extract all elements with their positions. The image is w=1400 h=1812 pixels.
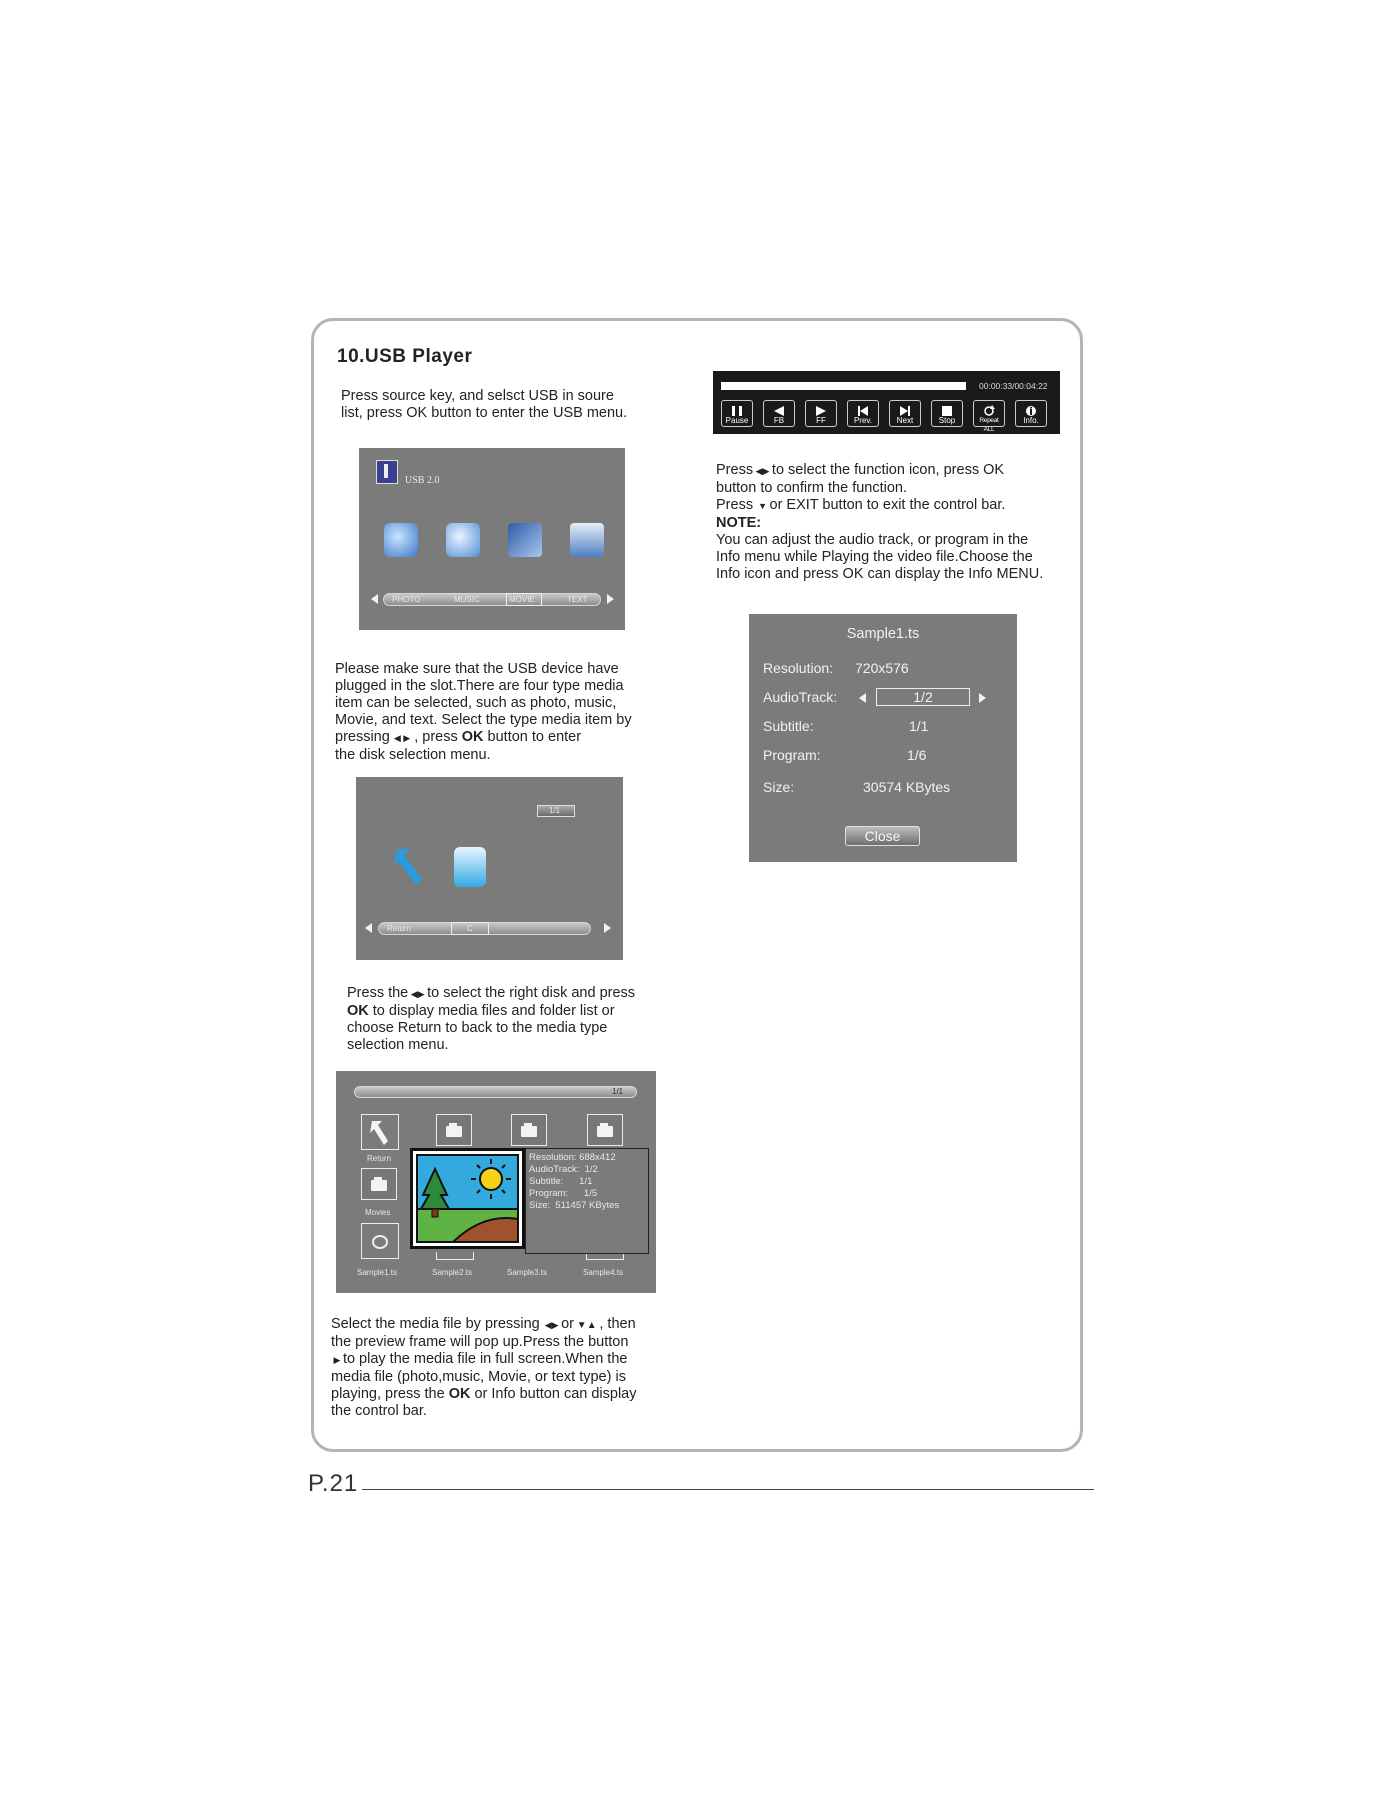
audiotrack-left-icon[interactable] bbox=[859, 693, 866, 703]
info-size: Size: 511457 KBytes bbox=[529, 1200, 620, 1211]
folder-icon[interactable] bbox=[511, 1114, 547, 1146]
para-text: Select the media file by pressing bbox=[331, 1316, 540, 1332]
info-file-name: Sample1.ts bbox=[846, 626, 920, 642]
info-resolution: Resolution: 688x412 bbox=[529, 1152, 616, 1163]
info-subtitle: Subtitle: 1/1 bbox=[529, 1176, 593, 1187]
stop-icon bbox=[932, 403, 962, 416]
para-text: Press bbox=[716, 462, 754, 478]
arrow-left-icon[interactable] bbox=[371, 594, 378, 604]
fast-forward-icon bbox=[806, 403, 836, 416]
arrow-right-icon[interactable] bbox=[607, 594, 614, 604]
fast-backward-button[interactable] bbox=[763, 400, 795, 427]
page-text: 1/1 bbox=[549, 806, 561, 815]
section-title: 10.USB Player bbox=[337, 346, 473, 367]
text-icon[interactable] bbox=[570, 523, 604, 557]
left-right-arrows-icon: ◀ ▶ bbox=[393, 733, 411, 743]
para-line: plugged in the slot.There are four type media bbox=[335, 678, 624, 694]
para-control bbox=[716, 462, 1043, 583]
para-line bbox=[331, 1316, 637, 1334]
playback-control-bar bbox=[713, 371, 1060, 434]
para-text: to select the right disk and press bbox=[427, 985, 636, 1001]
audiotrack-selector[interactable]: 1/2 bbox=[876, 688, 970, 706]
repeat-icon bbox=[974, 403, 1004, 416]
arrow-left-icon[interactable] bbox=[365, 923, 372, 933]
para-select bbox=[331, 1316, 637, 1420]
para-text: to select the function icon, press OK bbox=[771, 462, 1005, 478]
tab-movie[interactable]: MOVIE bbox=[509, 595, 535, 604]
footer-rule bbox=[362, 1489, 1094, 1490]
left-right-arrows-icon: ◀▶ bbox=[539, 1320, 562, 1330]
left-right-arrows-icon: ◀▶ bbox=[408, 989, 428, 999]
button-label: Info. bbox=[1023, 416, 1039, 425]
tab-disk-c[interactable]: C bbox=[467, 924, 473, 933]
para-text: Press bbox=[716, 497, 754, 513]
file-item-frame[interactable] bbox=[436, 1252, 474, 1260]
para-line: the preview frame will pop up.Press the button bbox=[331, 1334, 629, 1350]
fast-forward-button[interactable] bbox=[805, 400, 837, 427]
ok-key-text: OK bbox=[347, 1003, 369, 1019]
para-text: playing, press the bbox=[331, 1386, 445, 1402]
info-program: Program: 1/5 bbox=[529, 1188, 598, 1199]
file-browser bbox=[336, 1071, 656, 1293]
button-label: Prev. bbox=[853, 416, 873, 425]
para-line: button to confirm the function. bbox=[716, 480, 908, 496]
button-label: Next bbox=[896, 416, 914, 425]
para-text: button to enter bbox=[487, 729, 582, 745]
info-button[interactable] bbox=[1015, 400, 1047, 427]
file-label[interactable]: Sample1.ts bbox=[357, 1268, 398, 1277]
stop-button[interactable] bbox=[931, 400, 963, 427]
file-label[interactable]: Sample3.ts bbox=[507, 1268, 548, 1277]
button-label: Pause bbox=[725, 416, 749, 425]
para-line: choose Return to back to the media type bbox=[347, 1020, 608, 1036]
ok-key-text: OK bbox=[448, 1386, 471, 1402]
disk-c-icon[interactable] bbox=[454, 847, 486, 887]
progress-track[interactable] bbox=[721, 382, 966, 390]
resolution-value: 720x576 bbox=[855, 660, 909, 676]
para-line: item can be selected, such as photo, music, bbox=[335, 695, 617, 711]
button-label: FB bbox=[773, 416, 785, 425]
para-line: media file (photo,music, Movie, or text type) is bbox=[331, 1369, 626, 1385]
movies-folder-icon[interactable] bbox=[361, 1168, 397, 1200]
para-text: , press bbox=[414, 729, 458, 745]
info-audio: AudioTrack: 1/2 bbox=[529, 1164, 598, 1175]
para-text: or bbox=[561, 1316, 575, 1332]
para-line bbox=[716, 462, 1043, 480]
para-line bbox=[335, 729, 632, 747]
subtitle-value: 1/1 bbox=[909, 718, 929, 734]
fast-backward-icon bbox=[764, 403, 794, 416]
usb-icon bbox=[376, 460, 398, 484]
button-label: Stop bbox=[938, 416, 956, 425]
pause-button[interactable] bbox=[721, 400, 753, 427]
progress-fill bbox=[721, 382, 966, 390]
para-line: the control bar. bbox=[331, 1403, 427, 1419]
preview-info-panel bbox=[525, 1148, 649, 1254]
tab-photo[interactable]: PHOTO bbox=[392, 595, 421, 604]
landscape-preview-icon bbox=[413, 1151, 522, 1246]
skip-next-icon bbox=[890, 403, 920, 416]
para-text: pressing bbox=[335, 729, 390, 745]
para-text: Press the bbox=[347, 985, 409, 1001]
program-value: 1/6 bbox=[907, 747, 927, 763]
play-arrow-icon: ▶ bbox=[331, 1355, 343, 1365]
movie-file-icon[interactable] bbox=[361, 1223, 399, 1259]
para-line bbox=[347, 985, 635, 1003]
disk-selection-menu bbox=[356, 777, 623, 960]
music-icon[interactable] bbox=[446, 523, 480, 557]
intro-text: Press source key, and selsct USB in soure list, press OK button to enter the USB menu. bbox=[341, 388, 628, 421]
left-right-arrows-icon: ◀▶ bbox=[753, 466, 772, 476]
size-value: 30574 KBytes bbox=[863, 779, 951, 795]
playback-time: 00:00:33/00:04:22 bbox=[979, 381, 1048, 391]
para-line: You can adjust the audio track, or program in the bbox=[716, 532, 1029, 548]
arrow-right-icon[interactable] bbox=[604, 923, 611, 933]
program-label: Program: bbox=[763, 747, 821, 763]
para-line bbox=[347, 1003, 635, 1020]
para-text: or Info button can display bbox=[474, 1386, 637, 1402]
tab-music[interactable]: MUSIC bbox=[454, 595, 480, 604]
para-media-type bbox=[335, 661, 632, 764]
size-label: Size: bbox=[763, 779, 795, 795]
page-text: 1/1 bbox=[612, 1087, 624, 1096]
file-label[interactable]: Sample2.ts bbox=[432, 1268, 473, 1277]
audiotrack-right-icon[interactable] bbox=[979, 693, 986, 703]
button-label: Repeat ALL bbox=[979, 417, 999, 433]
file-label[interactable]: Sample4.ts bbox=[583, 1268, 624, 1277]
movies-label: Movies bbox=[365, 1208, 391, 1217]
folder-icon[interactable] bbox=[436, 1114, 472, 1146]
previous-button[interactable] bbox=[847, 400, 879, 427]
info-menu bbox=[749, 614, 1017, 862]
return-label: Return bbox=[367, 1154, 392, 1163]
para-line bbox=[716, 515, 1043, 532]
return-arrow-icon[interactable] bbox=[394, 847, 424, 885]
para-line bbox=[331, 1386, 637, 1403]
usb-label: USB 2.0 bbox=[405, 475, 440, 486]
ok-key-text: OK bbox=[461, 729, 484, 745]
skip-previous-icon bbox=[848, 403, 878, 416]
para-line: the disk selection menu. bbox=[335, 747, 491, 763]
page-number: P.21 bbox=[308, 1470, 359, 1497]
subtitle-label: Subtitle: bbox=[763, 718, 814, 734]
preview-frame bbox=[410, 1148, 525, 1249]
note-label: NOTE: bbox=[716, 515, 762, 531]
para-text: , then bbox=[599, 1316, 636, 1332]
para-line: Info menu while Playing the video file.Choose the bbox=[716, 549, 1033, 565]
para-line bbox=[716, 497, 1043, 515]
para-line: selection menu. bbox=[347, 1037, 449, 1053]
down-arrow-icon: ▼ bbox=[753, 501, 770, 511]
resolution-label: Resolution: bbox=[763, 660, 834, 676]
para-line: Info icon and press OK can display the Info MENU. bbox=[716, 566, 1044, 582]
close-button[interactable]: Close bbox=[845, 826, 920, 846]
button-label: FF bbox=[816, 416, 826, 425]
movie-icon[interactable] bbox=[508, 523, 542, 557]
tab-return[interactable]: Return bbox=[387, 924, 412, 933]
para-line: Please make sure that the USB device have bbox=[335, 661, 619, 677]
para-text: to play the media file in full screen.When the bbox=[342, 1351, 628, 1367]
pause-icon bbox=[722, 403, 752, 416]
next-button[interactable] bbox=[889, 400, 921, 427]
para-line: Movie, and text. Select the type media item by bbox=[335, 712, 632, 728]
info-icon bbox=[1016, 403, 1046, 416]
browser-page-bar bbox=[354, 1086, 637, 1098]
repeat-all-button[interactable] bbox=[973, 400, 1005, 433]
down-up-arrows-icon: ▼▲ bbox=[574, 1320, 600, 1331]
return-item[interactable] bbox=[361, 1114, 399, 1150]
para-text: or EXIT button to exit the control bar. bbox=[769, 497, 1006, 513]
para-text: to display media files and folder list or bbox=[372, 1003, 615, 1019]
tab-text[interactable]: TEXT bbox=[567, 595, 588, 604]
photo-icon[interactable] bbox=[384, 523, 418, 557]
media-type-menu bbox=[359, 448, 625, 630]
audiotrack-label: AudioTrack: bbox=[763, 689, 838, 705]
para-disk bbox=[347, 985, 635, 1054]
para-line bbox=[331, 1351, 637, 1369]
folder-icon[interactable] bbox=[587, 1114, 623, 1146]
